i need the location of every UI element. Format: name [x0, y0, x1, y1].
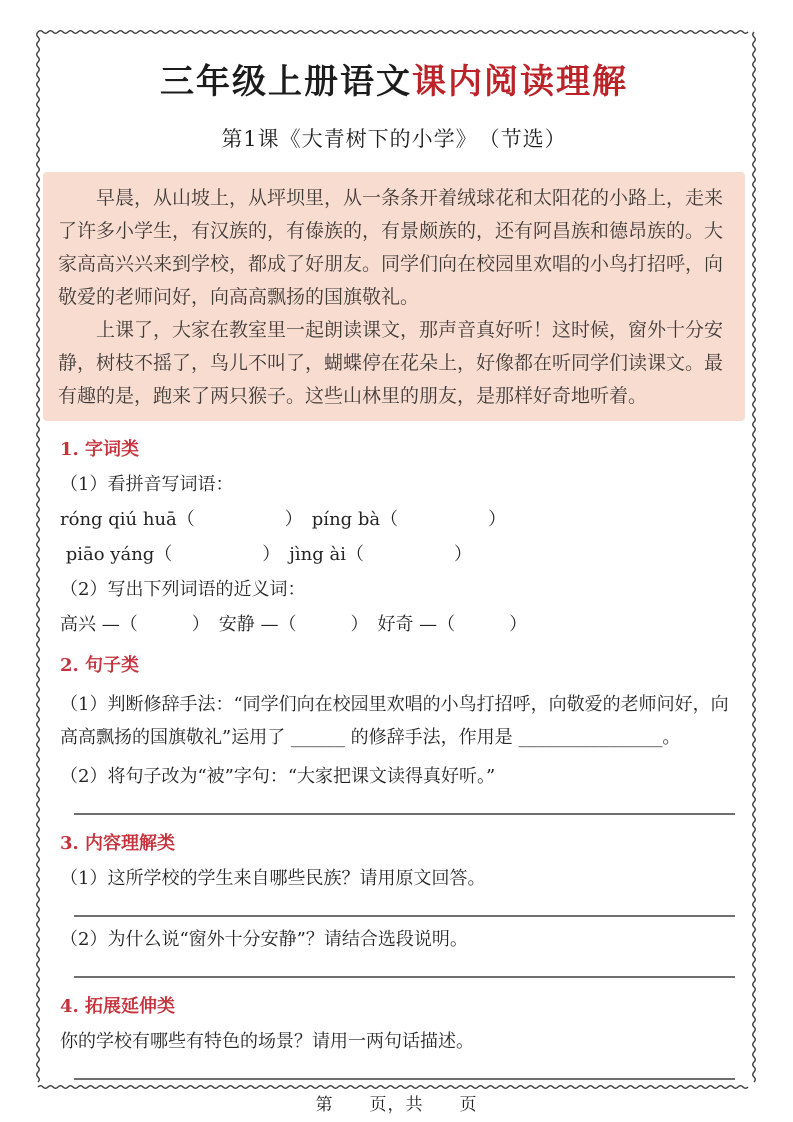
page-title-black-part: 三年级上册语文 — [160, 62, 412, 102]
comprehension-q2: （2）为什么说“窗外十分安静”？请结合选段说明。 — [60, 929, 468, 950]
passage-paragraph-2: 上课了，大家在教室里一起朗读课文，那声音真好听！这时候，窗外十分安静，树枝不摇了，鸟儿不叫了，蝴蝶停在花朵上，好像都在听同学们读课文。最有趣的是，跑来了两只猴子。这些山林里的朋友，是那样好奇地听着。 — [58, 319, 724, 407]
section-heading-sentences: 2. 句子类 — [60, 655, 140, 676]
lesson-subtitle: 第1课《大青树下的小学》 （节选） — [221, 127, 567, 151]
sentences-q2: （2）将句子改为“被”字句：“大家把课文读得真好听。” — [60, 766, 496, 787]
answer-line — [74, 976, 735, 978]
page-title-red-part: 课内阅读理解 — [412, 62, 628, 102]
section-heading-words: 1. 字词类 — [60, 439, 140, 460]
answer-line — [74, 813, 735, 815]
answer-line — [74, 1078, 735, 1080]
pinyin-blank-row-1: róng qiú huā（ ） píng bà（ ） — [60, 509, 507, 530]
page-footer: 第 页，共 页 — [315, 1095, 478, 1115]
page-title — [43, 60, 745, 104]
pinyin-blank-row-2: piāo yáng（ ） jìng ài（ ） — [60, 544, 472, 565]
words-q2-label: （2）写出下列词语的近义词： — [60, 579, 306, 600]
page-content — [43, 32, 745, 1084]
sentences-q1: （1）判断修辞手法：“同学们向在校园里欢唱的小鸟打招呼，向敬爱的老师问好，向高高飘扬的国旗敬礼”运用了 ______ 的修辞手法，作用是 ________________。 — [60, 694, 729, 748]
answer-line — [74, 915, 735, 917]
reading-passage — [43, 172, 745, 421]
passage-paragraph-1: 早晨，从山坡上，从坪坝里，从一条条开着绒球花和太阳花的小路上，走来了许多小学生，有汉族的，有傣族的，有景颇族的，还有阿昌族和德昂族的。大家高高兴兴来到学校，都成了好朋友。同学们向在校园里欢唱的小鸟打招呼，向敬爱的老师问好，向高高飘扬的国旗敬礼。 — [58, 187, 724, 308]
words-q1-label: （1）看拼音写词语： — [60, 474, 234, 495]
section-heading-comprehension: 3. 内容理解类 — [60, 833, 176, 854]
question-sections — [43, 437, 745, 1080]
extension-q1: 你的学校有哪些有特色的场景？请用一两句话描述。 — [60, 1031, 474, 1052]
synonyms-blank-row: 高兴 —（ ） 安静 —（ ） 好奇 —（ ） — [60, 614, 528, 635]
comprehension-q1: （1）这所学校的学生来自哪些民族？请用原文回答。 — [60, 868, 486, 889]
section-heading-extension: 4. 拓展延伸类 — [60, 996, 176, 1017]
